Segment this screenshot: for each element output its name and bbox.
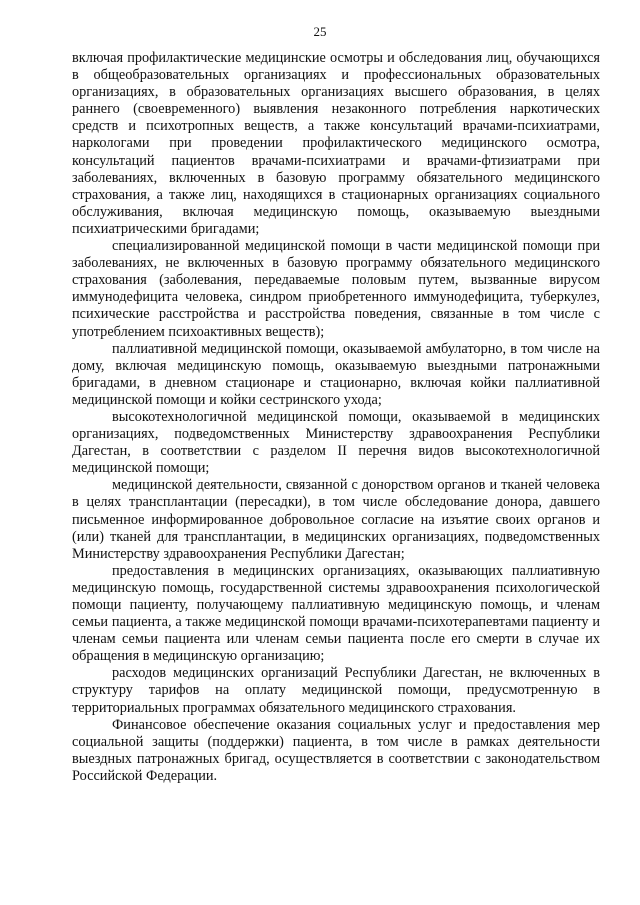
- document-body: [72, 50, 600, 785]
- paragraph-specialized-care: специализированной медицинской помощи в части медицинской помощи при заболеваниях, не включенных в базовую программу обязательного медицинского страхования (заболевания, передаваемые половым путем, вызванные вирусом иммунодефицита человека, синдром приобретенного иммунодефицита, туберкулез, психические расстройства и расстройства поведения, связанные в том числе с употреблением психоактивных веществ);: [72, 238, 600, 340]
- paragraph-donation-transplant: медицинской деятельности, связанной с донорством органов и тканей человека в целях трансплантации (пересадки), в том числе обследование донора, давшего письменное информированное добровольное согласие на изъятие своих органов и (или) тканей для трансплантации, в медицинских организациях, подведомственных Министерству здравоохранения Республики Дагестан;: [72, 477, 600, 562]
- paragraph-psychological-help: предоставления в медицинских организациях, оказывающих паллиативную медицинскую помощь, государственной системы здравоохранения психологической помощи пациенту, получающему паллиативную медицинскую помощь, и членам семьи пациента, а также медицинской помощи врачами-психотерапевтами пациенту и членам семьи пациента или членам семьи пациента после его смерти в случае их обращения в медицинскую организацию;: [72, 562, 600, 665]
- paragraph-continuation: включая профилактические медицинские осмотры и обследования лиц, обучающихся в общеобразовательных организациях и профессиональных образовательных организациях, в образовательных организациях высшего образования, в целях раннего (своевременного) выявления незаконного потребления наркотических средств и психотропных веществ, а также консультаций врачами-психиатрами, наркологами при проведении профилактического медицинского осмотра, консультаций пациентов врачами-психиатрами и врачами-фтизиатрами при заболеваниях, включенных в базовую программу обязательного медицинского страхования, а также лиц, находящихся в стационарных организациях социального обслуживания, включая медицинскую помощь, оказываемую выездными психиатрическими бригадами;: [72, 50, 600, 237]
- paragraph-expenses: расходов медицинских организаций Республики Дагестан, не включенных в структуру тарифов на оплату медицинской помощи, предусмотренную в территориальных программах обязательного медицинского страхования.: [72, 665, 600, 716]
- paragraph-high-tech-care: высокотехнологичной медицинской помощи, оказываемой в медицинских организациях, подведомственных Министерству здравоохранения Республики Дагестан, в соответствии с разделом II перечня видов высокотехнологичной медицинской помощи;: [72, 408, 600, 477]
- paragraph-palliative-care: паллиативной медицинской помощи, оказываемой амбулаторно, в том числе на дому, включая медицинскую помощь, оказываемую выездными патронажными бригадами, в дневном стационаре и стационарно, включая койки паллиативной медицинской помощи и койки сестринского ухода;: [72, 340, 600, 408]
- page-number: 25: [313, 24, 327, 39]
- paragraph-financial-support: Финансовое обеспечение оказания социальных услуг и предоставления мер социальной защиты (поддержки) пациента, в том числе в рамках деятельности выездных патронажных бригад, осуществляется в соответствии с законодательством Российской Федерации.: [72, 716, 600, 784]
